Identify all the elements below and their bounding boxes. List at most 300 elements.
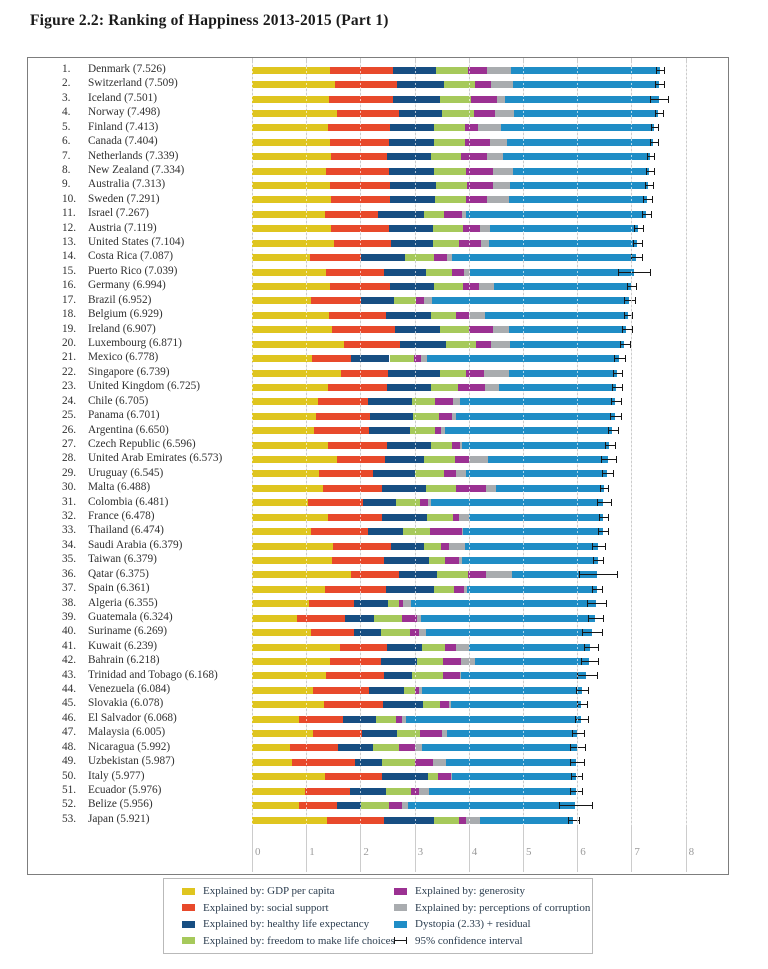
country-rank: 27. <box>62 437 77 450</box>
confidence-interval <box>592 543 606 550</box>
bar-segment-gdp <box>252 269 326 276</box>
bar-segment-health <box>399 571 438 578</box>
bar-segment-freedom <box>382 759 415 766</box>
bar-segment-freedom <box>423 701 440 708</box>
country-rank: 31. <box>62 495 77 508</box>
bar-segment-social <box>313 730 362 737</box>
country-row <box>28 135 726 149</box>
bar-segment-gdp <box>252 672 326 679</box>
bar-segment-gdp <box>252 644 340 651</box>
country-row <box>28 106 726 120</box>
bar-segment-social <box>292 759 355 766</box>
bar-segment-corruption <box>459 514 469 521</box>
bar-segment-freedom <box>396 499 420 506</box>
bar-segment-freedom <box>386 788 411 795</box>
bar-segment-corruption <box>480 225 490 232</box>
country-row <box>28 366 726 380</box>
confidence-interval <box>631 254 643 261</box>
x-tick-label: 7 <box>634 846 640 858</box>
confidence-interval <box>582 629 603 636</box>
bar-segment-social <box>311 297 361 304</box>
country-rank: 3. <box>62 91 71 104</box>
country-row <box>28 654 726 668</box>
country-row <box>28 755 726 769</box>
country-row <box>28 236 726 250</box>
confidence-interval <box>634 225 645 232</box>
bar-segment-generosity <box>441 543 448 550</box>
bar-segment-gdp <box>252 384 328 391</box>
country-row <box>28 712 726 726</box>
confidence-interval <box>611 398 623 405</box>
country-row <box>28 597 726 611</box>
country-rank: 26. <box>62 423 77 436</box>
bar-segment-generosity <box>439 413 452 420</box>
country-rank: 30. <box>62 481 77 494</box>
confidence-interval <box>656 67 665 74</box>
bar-segment-freedom <box>434 139 465 146</box>
bar-segment-corruption <box>478 124 500 131</box>
bar-segment-gdp <box>252 456 337 463</box>
legend-item <box>182 883 394 900</box>
confidence-interval <box>592 586 603 593</box>
bar-segment-health <box>387 384 431 391</box>
bar-segment-generosity <box>474 110 495 117</box>
bar-segment-health <box>368 398 412 405</box>
confidence-interval-icon <box>394 937 407 944</box>
country-label: Austria (7.119) <box>88 221 157 234</box>
country-rank: 22. <box>62 365 77 378</box>
country-label: United Arab Emirates (6.573) <box>88 452 223 465</box>
bar-segment-generosity <box>443 658 461 665</box>
bar-segment-corruption <box>424 297 432 304</box>
legend <box>163 878 593 954</box>
bar-segment-dystopia <box>456 413 615 420</box>
bar-segment-gdp <box>252 182 330 189</box>
bar-segment-gdp <box>252 341 344 348</box>
country-row <box>28 92 726 106</box>
bar-segment-social <box>328 442 388 449</box>
country-row <box>28 178 726 192</box>
confidence-interval <box>588 615 604 622</box>
legend-swatch-generosity <box>394 888 407 895</box>
country-rank: 4. <box>62 106 71 119</box>
bar-segment-health <box>390 283 434 290</box>
bar-segment-generosity <box>452 442 460 449</box>
bar-segment-dystopia <box>509 196 647 203</box>
bar-segment-freedom <box>436 67 467 74</box>
bar-segment-social <box>341 370 388 377</box>
bar-segment-health <box>369 687 404 694</box>
country-row <box>28 539 726 553</box>
confidence-interval <box>643 196 653 203</box>
bar-segment-health <box>397 81 444 88</box>
bar-segment-gdp <box>252 297 311 304</box>
bar-segment-health <box>337 802 362 809</box>
bar-segment-freedom <box>412 672 442 679</box>
bar-segment-health <box>381 658 417 665</box>
country-row <box>28 813 726 827</box>
bar-segment-generosity <box>469 326 493 333</box>
bar-segment-generosity <box>434 254 446 261</box>
bar-segment-dystopia <box>496 485 604 492</box>
bar-segment-health <box>384 557 429 564</box>
bar-segment-dystopia <box>460 398 616 405</box>
bar-segment-freedom <box>388 600 399 607</box>
bar-segment-dystopia <box>469 644 590 651</box>
bar-segment-gdp <box>252 528 311 535</box>
country-row <box>28 279 726 293</box>
confidence-interval <box>601 456 617 463</box>
bar-segment-social <box>333 543 391 550</box>
country-rank: 8. <box>62 163 71 176</box>
confidence-interval <box>620 341 631 348</box>
bar-segment-health <box>345 615 375 622</box>
bar-segment-gdp <box>252 744 290 751</box>
bar-segment-corruption <box>497 96 505 103</box>
country-rank: 7. <box>62 149 71 162</box>
bar-segment-gdp <box>252 773 325 780</box>
bar-segment-gdp <box>252 615 297 622</box>
bar-segment-health <box>385 456 425 463</box>
bar-segment-corruption <box>433 759 446 766</box>
bar-segment-generosity <box>461 153 487 160</box>
bar-segment-health <box>378 211 424 218</box>
bar-segment-generosity <box>463 225 481 232</box>
country-label: United States (7.104) <box>88 236 185 249</box>
bar-segment-freedom <box>434 168 465 175</box>
bar-segment-corruption <box>461 658 475 665</box>
bar-segment-health <box>389 225 433 232</box>
country-rank: 14. <box>62 250 77 263</box>
confidence-interval <box>624 297 636 304</box>
country-row <box>28 351 726 365</box>
bar-segment-dystopia <box>509 370 617 377</box>
gridline-dotted-overlay <box>306 63 307 827</box>
country-label: Denmark (7.526) <box>88 63 166 75</box>
bar-segment-dystopia <box>499 384 616 391</box>
country-row <box>28 193 726 207</box>
bar-segment-health <box>387 153 431 160</box>
bar-segment-social <box>328 124 390 131</box>
bar-segment-gdp <box>252 283 330 290</box>
country-label: Uzbekistan (5.987) <box>88 755 175 768</box>
bar-segment-generosity <box>463 283 479 290</box>
bar-segment-freedom <box>437 571 468 578</box>
country-row <box>28 683 726 697</box>
bar-segment-dystopia <box>511 67 659 74</box>
bar-segment-gdp <box>252 398 318 405</box>
legend-item <box>394 933 592 950</box>
country-label: Finland (7.413) <box>88 120 159 133</box>
country-row <box>28 77 726 91</box>
confidence-interval <box>618 269 651 276</box>
country-rank: 20. <box>62 336 77 349</box>
bar-segment-social <box>328 384 387 391</box>
bar-segment-freedom <box>397 730 420 737</box>
bar-segment-generosity <box>454 586 464 593</box>
bar-segment-generosity <box>453 514 460 521</box>
bar-segment-gdp <box>252 485 323 492</box>
country-label: El Salvador (6.068) <box>88 711 177 724</box>
bar-segment-gdp <box>252 586 325 593</box>
bar-segment-dystopia <box>426 629 592 636</box>
bar-segment-gdp <box>252 312 329 319</box>
country-rank: 53. <box>62 812 77 825</box>
legend-label: Explained by: freedom to make life choices <box>203 934 395 947</box>
confidence-interval <box>633 240 644 247</box>
bar-segment-freedom <box>431 384 458 391</box>
legend-label: Explained by: social support <box>203 901 329 914</box>
bar-segment-gdp <box>252 716 299 723</box>
confidence-interval <box>581 658 600 665</box>
bar-segment-gdp <box>252 730 313 737</box>
country-row <box>28 337 726 351</box>
country-row <box>28 164 726 178</box>
confidence-interval <box>572 730 585 737</box>
bar-segment-health <box>369 427 411 434</box>
legend-label: Dystopia (2.33) + residual <box>415 918 531 931</box>
country-label: Venezuela (6.084) <box>88 683 171 696</box>
country-row <box>28 452 726 466</box>
x-tick-label: 6 <box>580 846 586 858</box>
bar-segment-gdp <box>252 557 332 564</box>
bar-segment-corruption <box>456 644 469 651</box>
bar-segment-generosity <box>465 124 479 131</box>
gridline-dotted-overlay <box>360 63 361 827</box>
bar-segment-social <box>290 744 339 751</box>
bar-segment-dystopia <box>422 744 577 751</box>
x-tick-label: 5 <box>526 846 532 858</box>
country-label: Taiwan (6.379) <box>88 553 157 566</box>
confidence-interval <box>612 384 623 391</box>
bar-segment-social <box>351 571 399 578</box>
bar-segment-social <box>299 802 336 809</box>
confidence-interval <box>559 802 594 809</box>
bar-segment-freedom <box>440 96 471 103</box>
bar-segment-dystopia <box>463 528 603 535</box>
bar-segment-social <box>329 312 386 319</box>
country-rank: 29. <box>62 466 77 479</box>
bar-segment-generosity <box>468 571 486 578</box>
bar-segment-generosity <box>476 341 491 348</box>
bar-segment-freedom <box>433 240 459 247</box>
bar-segment-health <box>382 773 428 780</box>
country-label: Iceland (7.501) <box>88 91 158 104</box>
bar-segment-gdp <box>252 110 337 117</box>
bar-segment-corruption <box>415 744 422 751</box>
country-label: Chile (6.705) <box>88 394 149 407</box>
country-rank: 51. <box>62 784 77 796</box>
bar-segment-freedom <box>381 629 409 636</box>
bar-segment-social <box>334 240 391 247</box>
country-row <box>28 323 726 337</box>
gridline-dotted-overlay <box>631 63 632 827</box>
country-label: Thailand (6.474) <box>88 524 164 537</box>
confidence-interval <box>655 110 664 117</box>
x-tick-label: 2 <box>363 846 369 858</box>
bar-segment-corruption <box>403 600 411 607</box>
country-rank: 49. <box>62 755 77 768</box>
country-label: Singapore (6.739) <box>88 365 170 378</box>
bar-segment-corruption <box>493 182 511 189</box>
country-row <box>28 553 726 567</box>
country-rank: 6. <box>62 135 71 148</box>
country-rank: 15. <box>62 264 77 277</box>
bar-segment-gdp <box>252 514 328 521</box>
gridline-dotted-overlay <box>469 63 470 827</box>
bar-segment-generosity <box>455 456 469 463</box>
bar-segment-health <box>384 269 426 276</box>
bar-segment-gdp <box>252 571 351 578</box>
confidence-interval <box>614 355 626 362</box>
country-label: Brazil (6.952) <box>88 293 152 306</box>
bar-segment-corruption <box>481 240 489 247</box>
country-label: Costa Rica (7.087) <box>88 250 174 263</box>
country-label: Israel (7.267) <box>88 207 149 220</box>
bar-segment-freedom <box>413 413 439 420</box>
x-tick-label: 8 <box>688 846 695 858</box>
bar-segment-dystopia <box>432 297 629 304</box>
bar-segment-social <box>323 485 383 492</box>
country-rank: 34. <box>62 538 77 551</box>
country-row <box>28 63 726 77</box>
country-row <box>28 611 726 625</box>
x-tick-label: 3 <box>417 846 424 858</box>
bar-segment-freedom <box>426 269 451 276</box>
country-label: Nicaragua (5.992) <box>88 740 171 753</box>
bar-segment-generosity <box>458 384 485 391</box>
country-rank: 41. <box>62 639 77 652</box>
country-row <box>28 798 726 812</box>
bar-segment-freedom <box>373 744 398 751</box>
bar-segment-generosity <box>430 528 462 535</box>
country-rank: 24. <box>62 394 77 407</box>
bar-segment-gdp <box>252 470 319 477</box>
country-rank: 37. <box>62 582 77 595</box>
country-label: Mexico (6.778) <box>88 351 159 364</box>
country-rank: 50. <box>62 769 77 782</box>
bar-segment-corruption <box>486 485 496 492</box>
bar-segment-freedom <box>434 586 454 593</box>
confidence-interval <box>593 557 604 564</box>
bar-segment-health <box>393 96 440 103</box>
bar-segment-gdp <box>252 658 330 665</box>
confidence-interval <box>646 168 655 175</box>
bar-segment-health <box>354 600 387 607</box>
bar-segment-corruption <box>469 456 488 463</box>
bar-segment-gdp <box>252 629 311 636</box>
confidence-interval <box>599 514 609 521</box>
bar-segment-gdp <box>252 817 327 824</box>
bar-segment-social <box>326 168 390 175</box>
bar-segment-health <box>382 485 426 492</box>
country-rank: 40. <box>62 625 77 638</box>
legend-item <box>182 933 394 950</box>
country-rank: 28. <box>62 452 77 465</box>
legend-item <box>182 900 394 917</box>
bar-segment-health <box>350 788 386 795</box>
legend-item <box>394 900 592 917</box>
country-label: Kuwait (6.239) <box>88 639 158 652</box>
country-rank: 17. <box>62 293 77 306</box>
bar-segment-health <box>370 413 413 420</box>
confidence-interval <box>577 701 589 708</box>
bar-segment-social <box>326 672 385 679</box>
country-rank: 10. <box>62 192 77 205</box>
bar-segment-corruption <box>487 196 509 203</box>
country-label: Trinidad and Tobago (6.168) <box>88 668 218 681</box>
bar-segment-generosity <box>416 297 424 304</box>
bar-segment-dystopia <box>480 817 573 824</box>
bar-segment-gdp <box>252 442 328 449</box>
bar-segment-dystopia <box>466 211 645 218</box>
gridline-dotted-overlay <box>523 63 524 827</box>
bar-segment-freedom <box>440 370 466 377</box>
bar-segment-health <box>361 254 404 261</box>
country-label: Sweden (7.291) <box>88 192 160 205</box>
bar-segment-social <box>308 499 363 506</box>
bar-segment-social <box>328 514 382 521</box>
x-tick-label: 0 <box>255 846 261 858</box>
bar-segment-corruption <box>470 312 485 319</box>
bar-segment-generosity <box>456 312 470 319</box>
bar-segment-freedom <box>424 543 441 550</box>
bar-segment-dystopia <box>421 615 594 622</box>
country-label: Panama (6.701) <box>88 409 160 422</box>
bar-segment-dystopia <box>447 730 578 737</box>
country-row <box>28 409 726 423</box>
bar-segment-gdp <box>252 701 324 708</box>
bar-segment-generosity <box>399 744 415 751</box>
country-row <box>28 467 726 481</box>
bar-segment-dystopia <box>451 701 581 708</box>
confidence-interval <box>655 81 666 88</box>
country-row <box>28 669 726 683</box>
bar-segment-social <box>344 341 400 348</box>
bar-segment-gdp <box>252 788 305 795</box>
bar-segment-social <box>316 413 370 420</box>
bar-segment-generosity <box>420 730 442 737</box>
bar-segment-generosity <box>443 672 460 679</box>
country-row <box>28 524 726 538</box>
country-label: Uruguay (6.545) <box>88 466 164 479</box>
country-rank: 39. <box>62 610 77 623</box>
legend-swatch-freedom <box>182 937 195 944</box>
country-row <box>28 121 726 135</box>
confidence-interval <box>642 211 652 218</box>
country-rank: 47. <box>62 726 77 739</box>
bar-segment-dystopia <box>485 312 628 319</box>
country-rank: 52. <box>62 798 77 811</box>
bar-segment-health <box>351 355 389 362</box>
bar-segment-health <box>355 759 382 766</box>
bar-segment-dystopia <box>475 658 589 665</box>
bar-segment-health <box>383 701 423 708</box>
bar-segment-generosity <box>459 240 481 247</box>
bar-segment-social <box>312 355 351 362</box>
country-row <box>28 424 726 438</box>
bar-segment-generosity <box>389 802 402 809</box>
country-label: Czech Republic (6.596) <box>88 437 196 450</box>
bar-segment-social <box>335 81 397 88</box>
bar-segment-health <box>373 470 414 477</box>
country-rank: 12. <box>62 221 77 234</box>
bar-segment-freedom <box>440 326 469 333</box>
bar-segment-health <box>399 110 442 117</box>
bar-segment-dystopia <box>510 341 624 348</box>
country-rank: 32. <box>62 510 77 523</box>
country-row <box>28 582 726 596</box>
